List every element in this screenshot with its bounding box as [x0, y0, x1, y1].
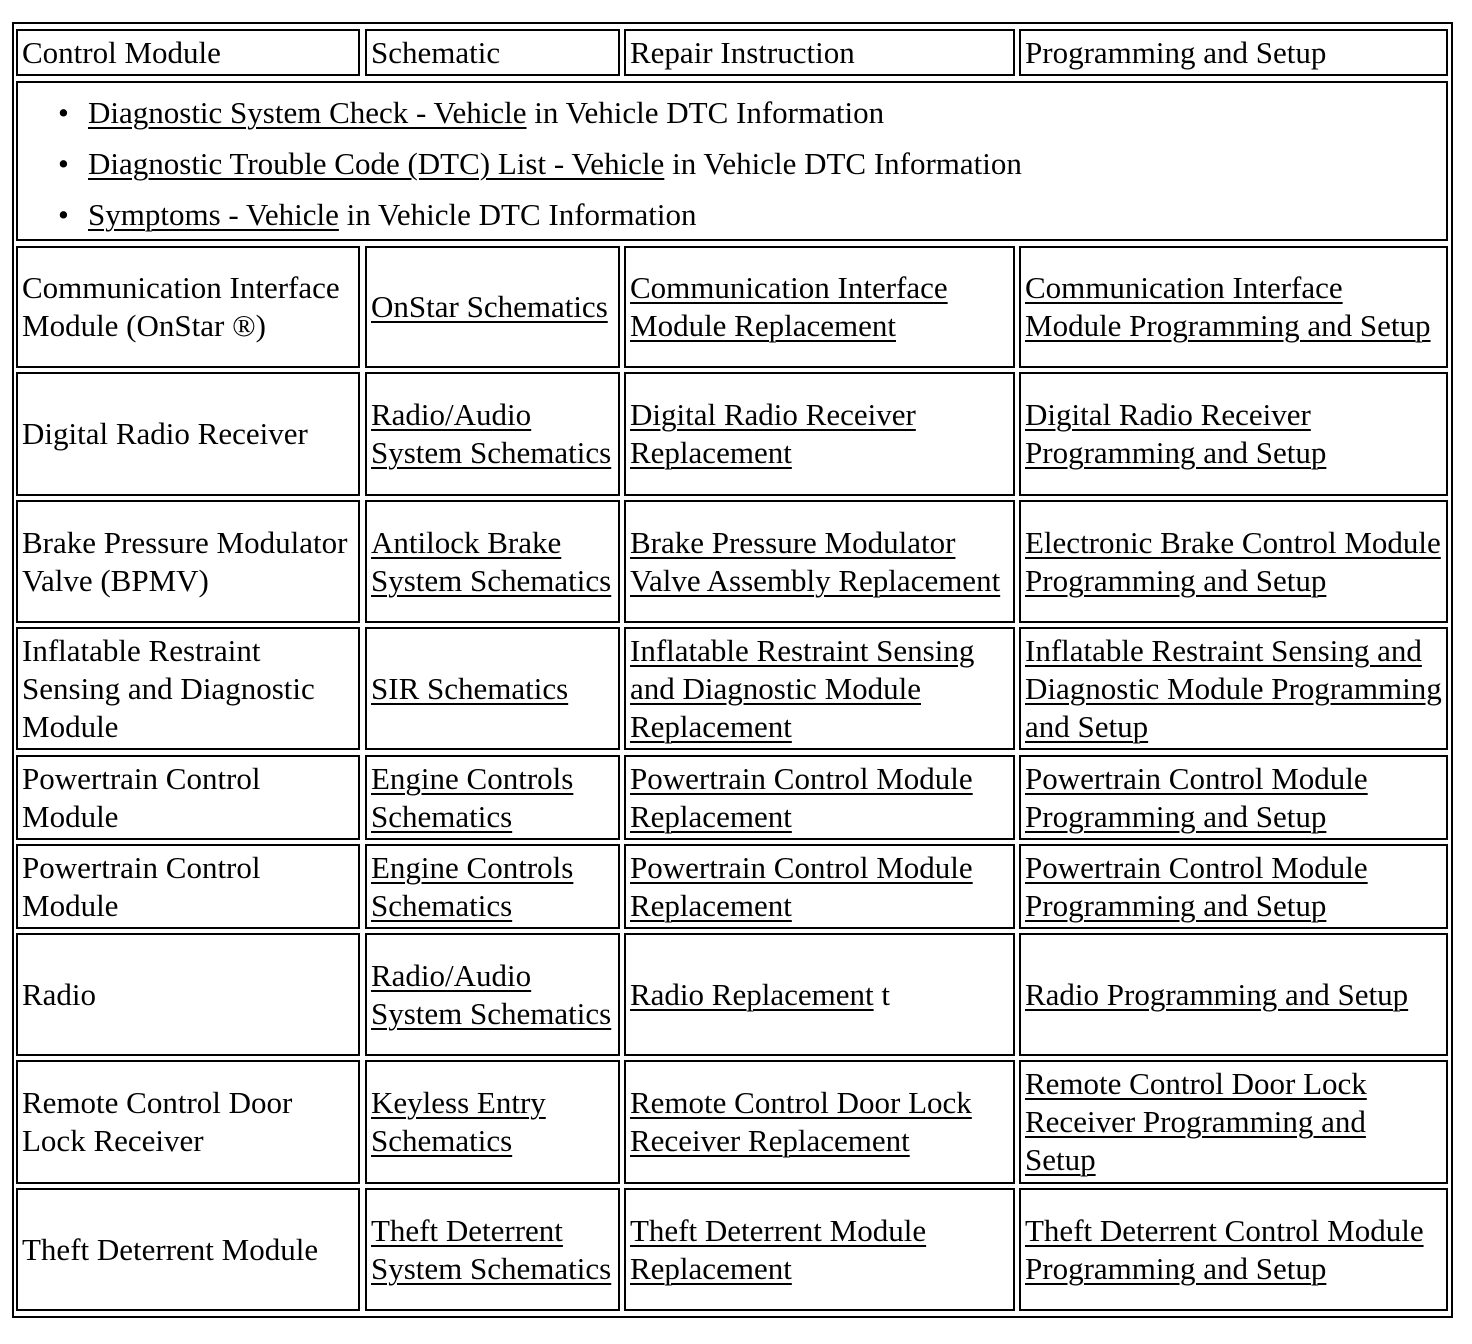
schematic-wrap [371, 670, 614, 708]
repair-instruction-cell [624, 844, 1015, 929]
programming-setup-cell [1019, 1188, 1448, 1311]
schematic-wrap [371, 957, 614, 1033]
control-module-cell [16, 627, 360, 750]
schematic-link[interactable]: Engine Controls Schematics [371, 760, 574, 834]
control-module-name: Communication Interface Module (OnStar ®) [22, 270, 340, 343]
header-label: Control Module [22, 34, 221, 70]
repair-instruction-cell [624, 372, 1015, 496]
repair-instruction-link[interactable]: Theft Deterrent Module Replacement [630, 1212, 927, 1286]
repair-suffix: t [873, 976, 890, 1012]
programming-setup-link[interactable]: Powertrain Control Module Programming and Setup [1025, 760, 1368, 834]
repair-instruction-cell [624, 1188, 1015, 1311]
programming-setup-cell [1019, 372, 1448, 496]
control-module-name: Remote Control Door Lock Receiver [22, 1085, 293, 1158]
schematic-wrap [371, 288, 614, 326]
schematic-link[interactable]: Theft Deterrent System Schematics [371, 1212, 612, 1286]
repair-wrap [630, 1084, 1009, 1160]
programming-setup-cell [1019, 933, 1448, 1056]
schematic-link[interactable]: SIR Schematics [371, 670, 569, 706]
control-module-cell [16, 500, 360, 623]
schematic-cell [365, 246, 620, 368]
programming-setup-link[interactable]: Electronic Brake Control Module Programming and Setup [1025, 524, 1441, 598]
schematic-link[interactable]: Radio/Audio System Schematics [371, 397, 612, 470]
header-label: Schematic [371, 34, 501, 70]
control-module-cell [16, 1060, 360, 1184]
bullet-icon: • [58, 197, 69, 232]
schematic-cell [365, 627, 620, 750]
header-label: Repair Instruction [630, 34, 855, 70]
schematic-cell [365, 933, 620, 1056]
repair-wrap [630, 396, 1009, 472]
repair-wrap [630, 524, 1009, 600]
repair-instruction-cell [624, 755, 1015, 840]
schematic-link[interactable]: Engine Controls Schematics [371, 849, 574, 923]
repair-instruction-cell [624, 246, 1015, 368]
schematic-wrap [371, 524, 614, 600]
header-cell-schematic [365, 29, 620, 76]
repair-wrap [630, 976, 1009, 1014]
header-cell-repair-instruction [624, 29, 1015, 76]
programming-wrap [1025, 524, 1442, 600]
repair-wrap [630, 632, 1009, 746]
programming-wrap [1025, 632, 1442, 746]
repair-wrap [630, 760, 1009, 836]
header-cell-programming-setup [1019, 29, 1448, 76]
programming-setup-link[interactable]: Powertrain Control Module Programming and Setup [1025, 849, 1368, 923]
schematic-wrap [371, 760, 614, 836]
diagnostics-list-item [58, 189, 1022, 240]
schematic-cell [365, 500, 620, 623]
schematic-link[interactable]: Keyless Entry Schematics [371, 1085, 546, 1158]
programming-wrap [1025, 396, 1442, 472]
programming-wrap [1025, 1212, 1442, 1288]
schematic-cell [365, 1188, 620, 1311]
schematic-wrap [371, 849, 614, 925]
repair-instruction-link[interactable]: Brake Pressure Modulator Valve Assembly Replacement [630, 524, 1001, 598]
header-cell-control-module [16, 29, 360, 76]
programming-setup-link[interactable]: Radio Programming and Setup [1025, 976, 1409, 1012]
control-module-name: Digital Radio Receiver [22, 416, 308, 451]
bullet-icon: • [58, 95, 69, 130]
programming-setup-cell [1019, 844, 1448, 929]
control-module-cell [16, 755, 360, 840]
schematic-link[interactable]: OnStar Schematics [371, 289, 608, 324]
repair-instruction-link[interactable]: Powertrain Control Module Replacement [630, 760, 973, 834]
programming-wrap [1025, 976, 1442, 1014]
programming-setup-link[interactable]: Communication Interface Module Programming and Setup [1025, 270, 1431, 343]
schematic-link[interactable]: Antilock Brake System Schematics [371, 524, 612, 598]
control-module-name: Radio [22, 976, 97, 1012]
repair-wrap [630, 849, 1009, 925]
bullet-icon: • [58, 146, 69, 181]
header-label: Programming and Setup [1025, 34, 1327, 70]
repair-instruction-link[interactable]: Digital Radio Receiver Replacement [630, 397, 916, 470]
repair-wrap [630, 1212, 1009, 1288]
repair-instruction-link[interactable]: Remote Control Door Lock Receiver Replacement [630, 1085, 972, 1158]
control-module-name: Inflatable Restraint Sensing and Diagnostic Module [22, 632, 315, 744]
programming-wrap [1025, 1065, 1442, 1179]
programming-setup-cell [1019, 246, 1448, 368]
control-module-cell [16, 372, 360, 496]
repair-wrap [630, 269, 1009, 345]
schematic-cell [365, 755, 620, 840]
repair-instruction-link[interactable]: Communication Interface Module Replacement [630, 270, 948, 343]
repair-instruction-cell [624, 500, 1015, 623]
schematic-cell [365, 844, 620, 929]
programming-wrap [1025, 760, 1442, 836]
repair-instruction-link[interactable]: Powertrain Control Module Replacement [630, 849, 973, 923]
control-module-name: Powertrain Control Module [22, 849, 261, 923]
control-module-name: Brake Pressure Modulator Valve (BPMV) [22, 524, 348, 598]
programming-setup-link[interactable]: Digital Radio Receiver Programming and Setup [1025, 397, 1327, 470]
diagnostics-list [18, 83, 1022, 240]
repair-instruction-cell [624, 1060, 1015, 1184]
programming-wrap [1025, 849, 1442, 925]
control-module-name: Powertrain Control Module [22, 760, 261, 834]
schematic-wrap [371, 1084, 614, 1160]
diagnostics-link[interactable]: Diagnostic Trouble Code (DTC) List - Vehicle [88, 146, 665, 181]
programming-setup-link[interactable]: Remote Control Door Lock Receiver Programming and Setup [1025, 1066, 1367, 1177]
schematic-wrap [371, 396, 614, 472]
control-module-cell [16, 246, 360, 368]
diagnostics-list-item [58, 138, 1022, 189]
schematic-cell [365, 372, 620, 496]
diagnostics-link[interactable]: Symptoms - Vehicle [88, 197, 339, 232]
control-module-cell [16, 933, 360, 1056]
programming-setup-link[interactable]: Inflatable Restraint Sensing and Diagnostic Module Programming and Setup [1025, 632, 1442, 744]
repair-instruction-link[interactable]: Radio Replacement [630, 976, 874, 1012]
diagnostics-suffix: in Vehicle DTC Information [526, 95, 885, 130]
control-module-name: Theft Deterrent Module [22, 1231, 319, 1267]
schematic-cell [365, 1060, 620, 1184]
programming-setup-cell [1019, 500, 1448, 623]
schematic-link[interactable]: Radio/Audio System Schematics [371, 957, 612, 1031]
repair-instruction-cell [624, 933, 1015, 1056]
programming-setup-cell [1019, 755, 1448, 840]
repair-instruction-cell [624, 627, 1015, 750]
diagnostics-cell [16, 81, 1448, 241]
control-module-cell [16, 1188, 360, 1311]
control-module-cell [16, 844, 360, 929]
repair-instruction-link[interactable]: Inflatable Restraint Sensing and Diagnostic Module Replacement [630, 632, 975, 744]
diagnostics-link[interactable]: Diagnostic System Check - Vehicle [88, 95, 527, 130]
schematic-wrap [371, 1212, 614, 1288]
programming-setup-cell [1019, 1060, 1448, 1184]
programming-setup-cell [1019, 627, 1448, 750]
programming-wrap [1025, 269, 1442, 345]
diagnostics-suffix: in Vehicle DTC Information [664, 146, 1022, 181]
diagnostics-suffix: in Vehicle DTC Information [338, 197, 697, 232]
diagnostics-list-item [58, 87, 1022, 138]
programming-setup-link[interactable]: Theft Deterrent Control Module Programming and Setup [1025, 1212, 1424, 1286]
